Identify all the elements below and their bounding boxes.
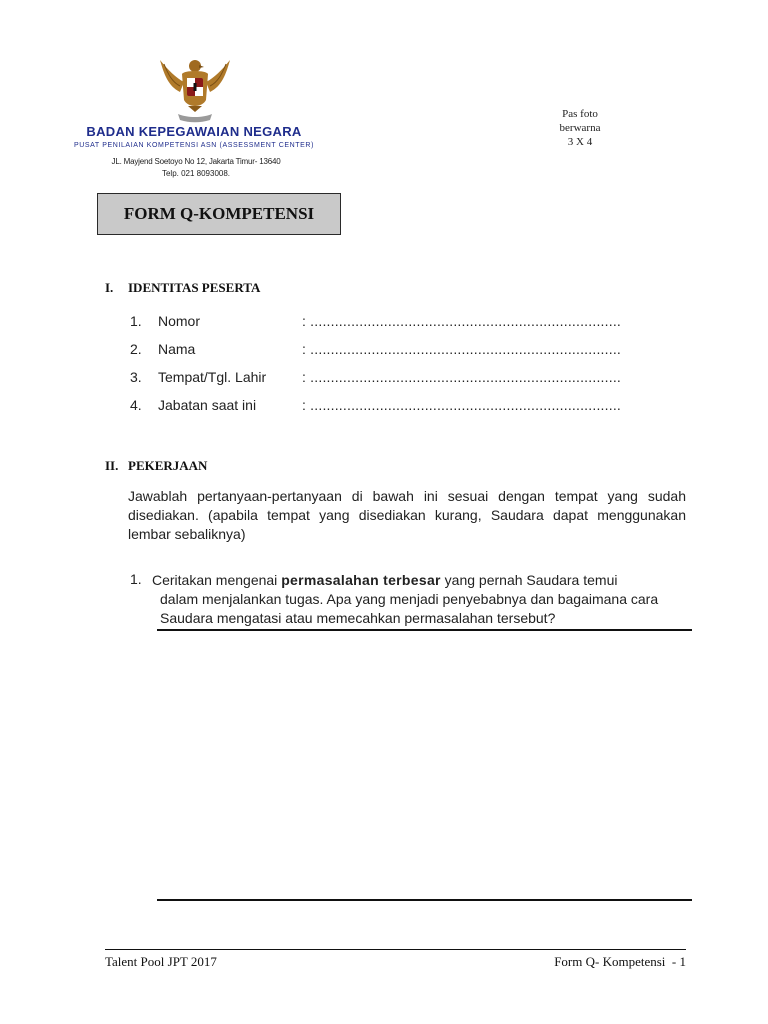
answer-bottom-line [157, 899, 692, 901]
field-value-jabatan[interactable]: : ............................................................................ [302, 397, 621, 413]
garuda-emblem-logo [150, 52, 240, 124]
photo-placeholder [520, 107, 640, 149]
section2-number: II. [105, 458, 119, 473]
answer-area[interactable] [157, 631, 692, 899]
form-title: FORM Q-KOMPETENSI [97, 193, 341, 235]
section2-title: PEKERJAAN [128, 458, 208, 473]
section1-number: I. [105, 280, 114, 295]
footer-divider [105, 949, 686, 950]
question-text-before: Ceritakan mengenai [152, 572, 282, 588]
field-label-nama: Nama [158, 341, 196, 357]
section1-title: IDENTITAS PESERTA [128, 280, 261, 295]
question-text-continuation: dalam menjalankan tugas. Apa yang menjadi penyebabnya dan bagaimana cara Saudara mengatasi atau memecahkan permasalahan tersebut? [160, 591, 659, 626]
field-number-tempat-tgl-lahir: 3. [130, 369, 142, 385]
field-label-tempat-tgl-lahir: Tempat/Tgl. Lahir [158, 369, 267, 385]
question-text-bold: permasalahan terbesar [281, 572, 441, 588]
footer-left: Talent Pool JPT 2017 [105, 954, 217, 969]
question-number: 1. [130, 571, 142, 587]
field-value-nama[interactable]: : ............................................................................ [302, 341, 621, 357]
field-value-nomor[interactable]: : ............................................................................ [302, 313, 621, 329]
organization-subtitle: PUSAT PENILAIAN KOMPETENSI ASN (ASSESSMENT CENTER) [73, 142, 315, 149]
photo-line-3: 3 X 4 [567, 136, 593, 148]
question-text [152, 571, 686, 628]
field-value-tempat-tgl-lahir[interactable]: : ............................................................................ [302, 369, 621, 385]
field-label-nomor: Nomor [158, 313, 201, 329]
organization-address: JL. Mayjend Soetoyo No 12, Jakarta Timur- 13640 [111, 157, 281, 166]
footer-page-label: Form Q- Kompetensi - 1 [554, 954, 686, 969]
garuda-icon [150, 52, 240, 124]
organization-phone: Telp. 021 8093008. [161, 169, 231, 178]
instruction-paragraph: Jawablah pertanyaan-pertanyaan di bawah ini sesuai dengan tempat yang sudah disediakan. (apabila tempat yang disediakan kurang, Saudara dapat menggunakan lembar sebaliknya) [128, 488, 686, 542]
field-label-jabatan: Jabatan saat ini [158, 397, 257, 413]
photo-line-1: Pas foto [562, 108, 598, 120]
field-number-nomor: 1. [130, 313, 142, 329]
field-number-jabatan: 4. [130, 397, 142, 413]
question-text-after: yang pernah Saudara temui [440, 572, 618, 588]
organization-name: BADAN KEPEGAWAIAN NEGARA [86, 124, 302, 139]
photo-line-2: berwarna [559, 122, 601, 134]
field-number-nama: 2. [130, 341, 142, 357]
